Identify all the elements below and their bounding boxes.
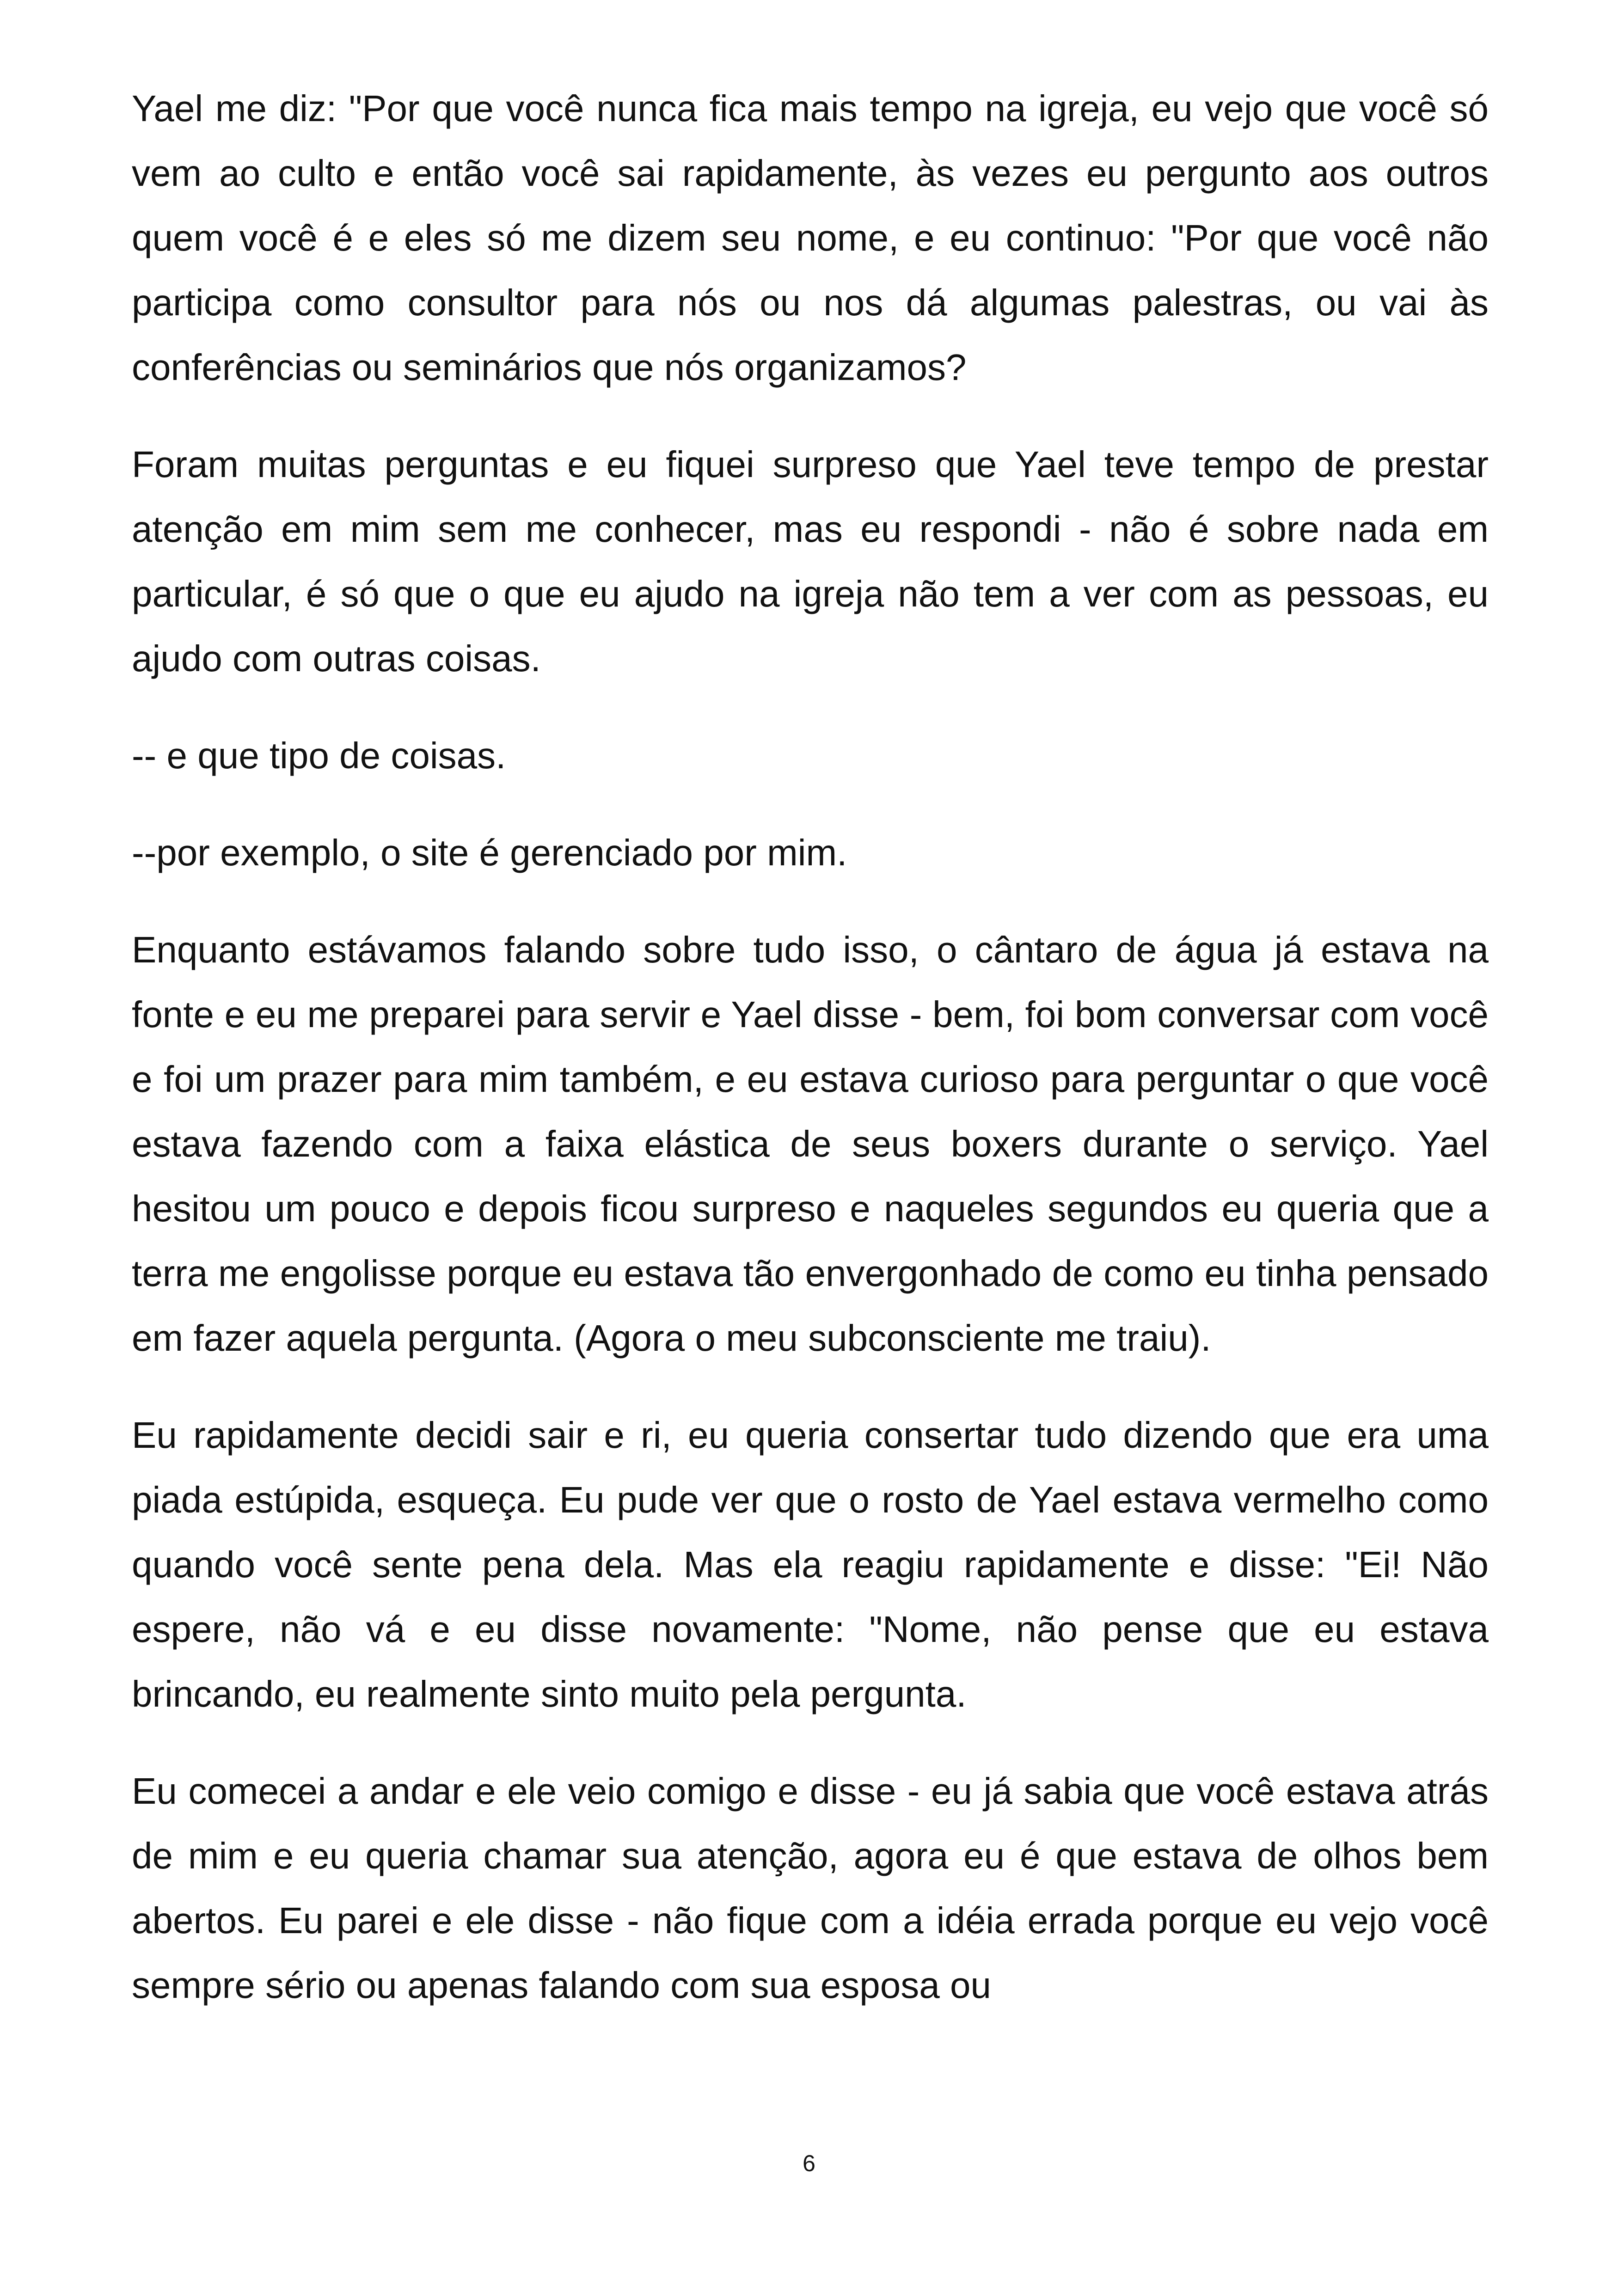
page-body (132, 76, 1489, 2018)
paragraph: Eu rapidamente decidi sair e ri, eu queria consertar tudo dizendo que era uma piada estúpida, esqueça. Eu pude ver que o rosto de Yael estava vermelho como quando você sente pena dela. Mas ela reagiu rapidamente e disse: "Ei! Não espere, não vá e eu disse novamente: "Nome, não pense que eu estava brincando, eu realmente sinto muito pela pergunta. (132, 1414, 1489, 1714)
paragraph: -- e que tipo de coisas. (132, 735, 506, 776)
paragraph: Foram muitas perguntas e eu fiquei surpreso que Yael teve tempo de prestar atenção em mim sem me conhecer, mas eu respondi - não é sobre nada em particular, é só que o que eu ajudo na igreja não tem a ver com as pessoas, eu ajudo com outras coisas. (132, 444, 1489, 679)
paragraph: Yael me diz: "Por que você nunca fica mais tempo na igreja, eu vejo que você só vem ao culto e então você sai rapidamente, às vezes eu pergunto aos outros quem você é e eles só me dizem seu nome, e eu continuo: "Por que você não participa como consultor para nós ou nos dá algumas palestras, ou vai às conferências ou seminários que nós organizamos? (132, 88, 1489, 388)
paragraph: --por exemplo, o site é gerenciado por mim. (132, 832, 847, 873)
paragraph: Enquanto estávamos falando sobre tudo isso, o cântaro de água já estava na fonte e eu me preparei para servir e Yael disse - bem, foi bom conversar com você e foi um prazer para mim também, e eu estava curioso para perguntar o que você estava fazendo com a faixa elástica de seus boxers durante o serviço. Yael hesitou um pouco e depois ficou surpreso e naqueles segundos eu queria que a terra me engolisse porque eu estava tão envergonhado de como eu tinha pensado em fazer aquela pergunta. (Agora o meu subconsciente me traiu). (132, 929, 1489, 1359)
page-number: 6 (803, 2150, 815, 2176)
paragraph: Eu comecei a andar e ele veio comigo e disse - eu já sabia que você estava atrás de mim e eu queria chamar sua atenção, agora eu é que estava de olhos bem abertos. Eu parei e ele disse - não fique com a idéia errada porque eu vejo você sempre sério ou apenas falando com sua esposa ou (132, 1770, 1489, 2006)
